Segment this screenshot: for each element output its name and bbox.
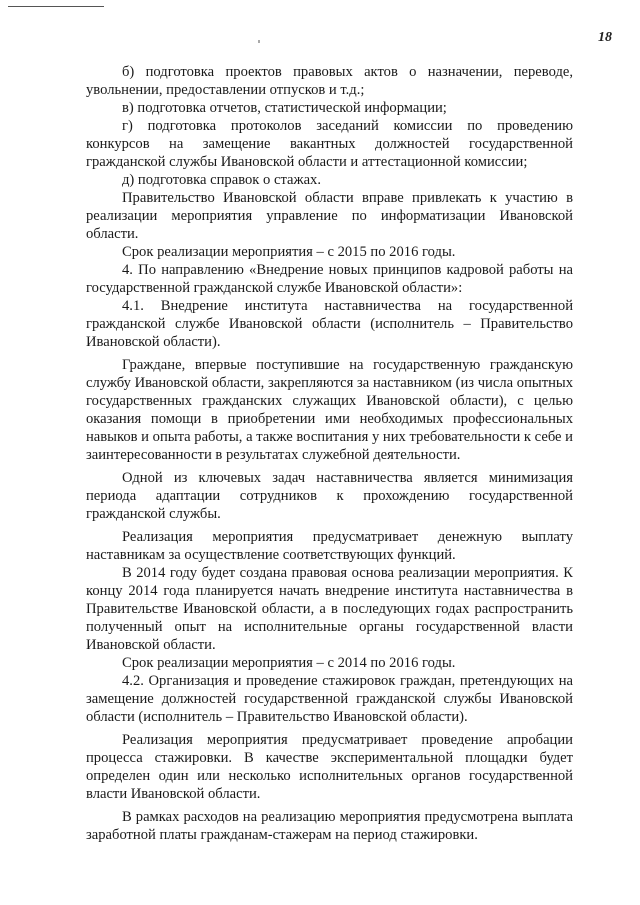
paragraph-section-4-1: 4.1. Внедрение института наставничества на государственной гражданской службе Ивановской области (исполнитель – Правительство Ивановской области).	[86, 298, 573, 350]
scan-top-rule	[8, 6, 104, 7]
page-number: 18	[598, 30, 612, 45]
paragraph-item-d: д) подготовка справок о стажах.	[122, 172, 321, 188]
paragraph-intern-salary: В рамках расходов на реализацию мероприятия предусмотрена выплата заработной платы гражданам-стажерам на период стажировки.	[86, 809, 573, 843]
paragraph-informatization: Правительство Ивановской области вправе привлекать к участию в реализации мероприятия управление по информатизации Ивановской области.	[86, 190, 573, 242]
document-body	[86, 63, 573, 844]
paragraph-item-b: б) подготовка проектов правовых актов о назначении, переводе, увольнении, предоставлении отпусков и т.д.;	[86, 64, 573, 98]
paragraph-mentorship: Граждане, впервые поступившие на государственную гражданскую службу Ивановской области, закрепляются за наставником (из числа опытных государственных гражданских служащих Ивановской области), с целью оказания помощи в приобретении ими необходимых профессиональных навыков и опыта работы, а также воспитания у них требовательности к себе и заинтересованности в результатах служебной деятельности.	[86, 357, 573, 463]
paragraph-internship-approbation: Реализация мероприятия предусматривает проведение апробации процесса стажировки. В качестве экспериментальной площадки будет определен один или несколько исполнительных органов государственной власти Ивановской области.	[86, 732, 573, 802]
paragraph-section-4: 4. По направлению «Внедрение новых принципов кадровой работы на государственной гражданской службе Ивановской области»:	[86, 262, 573, 296]
paragraph-payment: Реализация мероприятия предусматривает денежную выплату наставникам за осуществление соответствующих функций.	[86, 529, 573, 563]
paragraph-key-task: Одной из ключевых задач наставничества является минимизация периода адаптации сотрудников к прохождению государственной гражданской службы.	[86, 470, 573, 522]
paragraph-deadline-2014: Срок реализации мероприятия – с 2014 по 2016 годы.	[122, 655, 456, 671]
paragraph-section-4-2: 4.2. Организация и проведение стажировок граждан, претендующих на замещение должностей государственной гражданской службы Ивановской области (исполнитель – Правительство Ивановской области).	[86, 673, 573, 725]
paragraph-deadline-2015: Срок реализации мероприятия – с 2015 по 2016 годы.	[122, 244, 456, 260]
paragraph-item-g: г) подготовка протоколов заседаний комиссии по проведению конкурсов на замещение вакантных должностей государственной гражданской службы Ивановской области и аттестационной комиссии;	[86, 118, 573, 170]
paragraph-item-v: в) подготовка отчетов, статистической информации;	[122, 100, 447, 116]
paragraph-legal-basis-2014: В 2014 году будет создана правовая основа реализации мероприятия. К концу 2014 года планируется начать внедрение института наставничества в Правительстве Ивановской области, а в последующих годах распространить полученный опыт на исполнительные органы государственной власти Ивановской области.	[86, 565, 573, 653]
scan-speck	[258, 40, 260, 43]
